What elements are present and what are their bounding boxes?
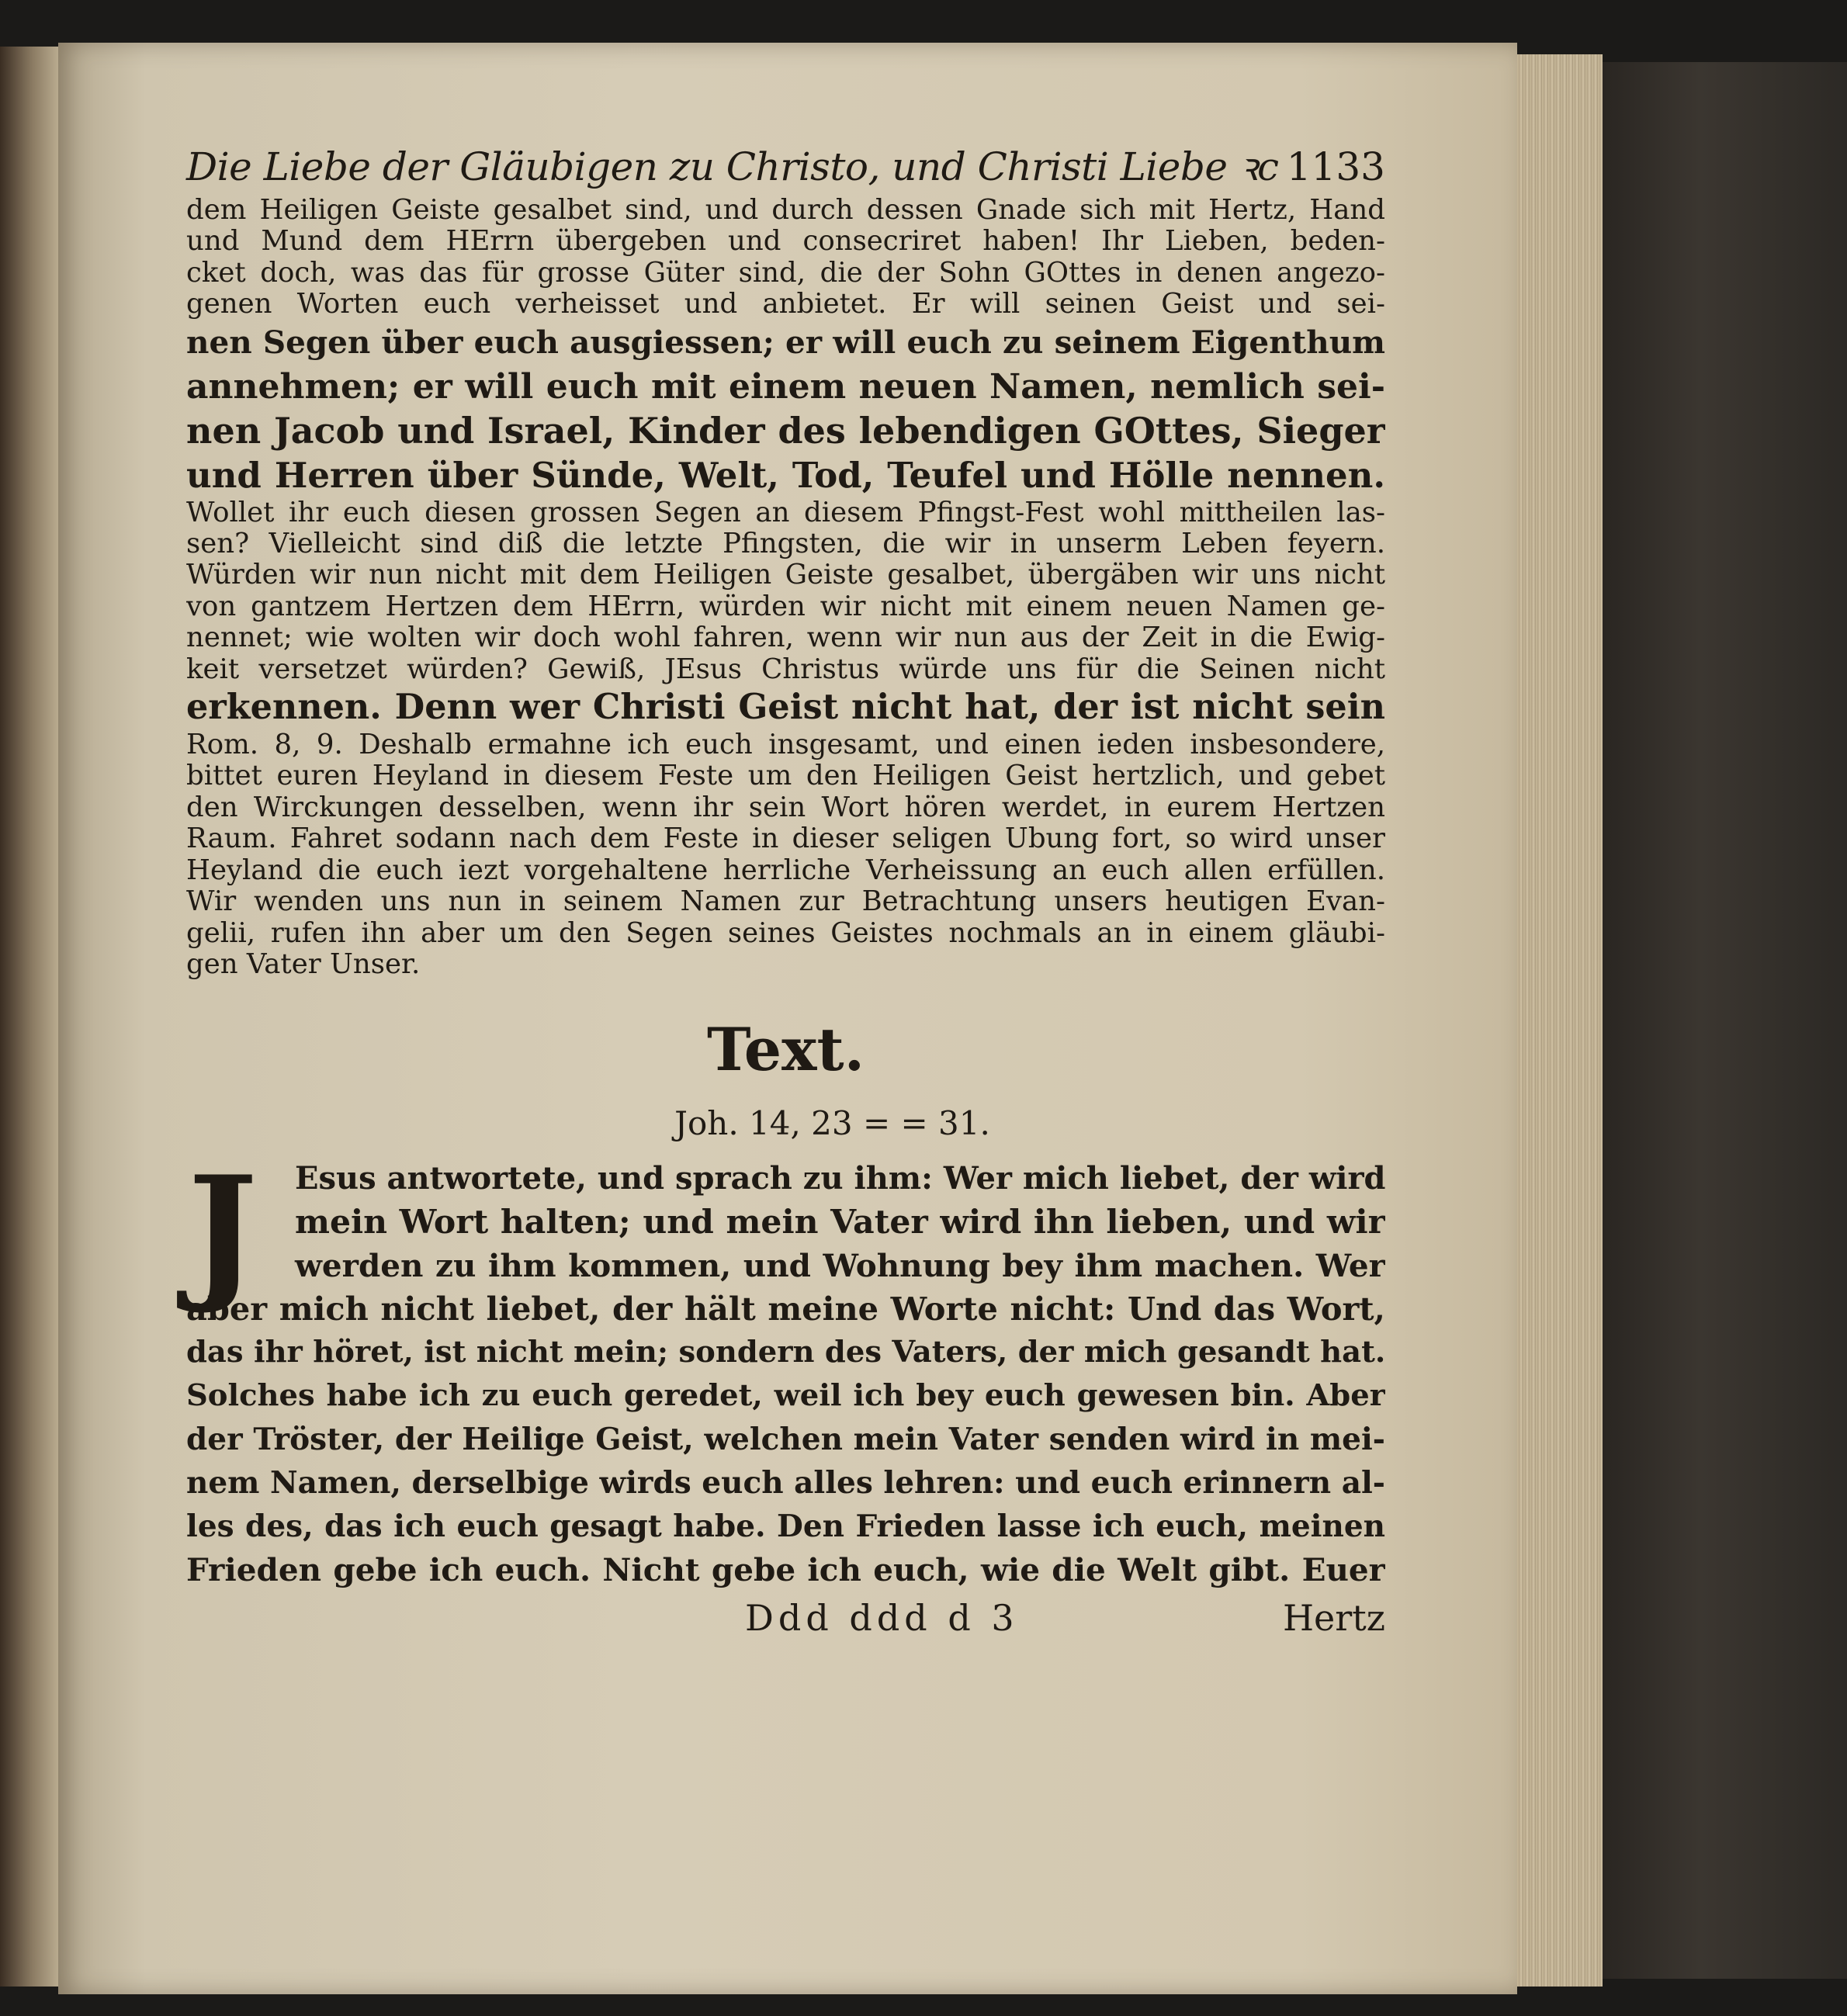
body-line: erkennen. Denn wer Christi Geist nicht hat, der ist nicht sein bbox=[186, 687, 1385, 728]
body-line: Wir wenden uns nun in seinem Namen zur Betrachtung unsers heutigen Evan- bbox=[186, 886, 1385, 918]
body-line: genen Worten euch verheisset und anbietet. Er will seinen Geist und sei- bbox=[186, 289, 1385, 320]
scripture-text bbox=[186, 1144, 1385, 1592]
page-edges bbox=[1517, 54, 1603, 1987]
body-line: Wollet ihr euch diesen grossen Segen an diesem Pfingst-Fest wohl mittheilen las- bbox=[186, 497, 1385, 528]
drop-cap: J bbox=[188, 1144, 258, 1318]
body-line: und Mund dem HErrn übergeben und consecriret haben! Ihr Lieben, beden- bbox=[186, 226, 1385, 258]
book-cover bbox=[1603, 62, 1847, 1979]
scripture-line: les des, das ich euch gesagt habe. Den Frieden lasse ich euch, meinen bbox=[186, 1509, 1385, 1545]
body-line: nen Jacob und Israel, Kinder des lebendigen GOttes, Sieger bbox=[186, 409, 1385, 452]
body-line: von gantzem Hertzen dem HErrn, würden wir nicht mit einem neuen Namen ge- bbox=[186, 591, 1385, 622]
page-footer bbox=[186, 1595, 1385, 1641]
scripture-line: das ihr höret, ist nicht mein; sondern des Vaters, der mich gesandt hat. bbox=[186, 1335, 1385, 1370]
catchword: Hertz bbox=[1282, 1597, 1385, 1640]
running-head bbox=[186, 144, 1385, 195]
body-line: Würden wir nun nicht mit dem Heiligen Geiste gesalbet, übergäben wir uns nicht bbox=[186, 559, 1385, 591]
page-text bbox=[186, 144, 1385, 1641]
scripture-reference: Joh. 14, 23 = = 31. bbox=[674, 1104, 990, 1143]
body-line: dem Heiligen Geiste gesalbet sind, und durch dessen Gnade sich mit Hertz, Hand bbox=[186, 195, 1385, 226]
scripture-line: werden zu ihm kommen, und Wohnung bey ihm machen. Wer bbox=[295, 1247, 1385, 1285]
body-line: keit versetzet würden? Gewiß, JEsus Christus würde uns für die Seinen nicht bbox=[186, 653, 1385, 685]
body-line: Raum. Fahret sodann nach dem Feste in dieser seligen Ubung fort, so wird unser bbox=[186, 823, 1385, 855]
facing-page-edge bbox=[0, 47, 58, 1987]
body-line: sen? Vielleicht sind diß die letzte Pfingsten, die wir in unserm Leben feyern. bbox=[186, 528, 1385, 560]
scripture-line: aber mich nicht liebet, der hält meine Worte nicht: Und das Wort, bbox=[186, 1290, 1385, 1328]
body-line: gen Vater Unser. bbox=[186, 948, 421, 980]
body-line: nennet; wie wolten wir doch wohl fahren, wenn wir nun aus der Zeit in die Ewig- bbox=[186, 622, 1385, 654]
scripture-line: Solches habe ich zu euch geredet, weil ich bey euch gewesen bin. Aber bbox=[186, 1378, 1385, 1414]
scripture-line: mein Wort halten; und mein Vater wird ihn lieben, und wir bbox=[295, 1203, 1385, 1242]
running-head-title: Die Liebe der Gläubigen zu Christo, und Christi Liebe ꝛc bbox=[186, 144, 1279, 189]
scripture-line: Esus antwortete, und sprach zu ihm: Wer mich liebet, der wird bbox=[295, 1160, 1385, 1197]
signature-mark: Ddd ddd d 3 bbox=[745, 1597, 1019, 1640]
body-line: den Wirckungen desselben, wenn ihr sein Wort hören werdet, in eurem Hertzen bbox=[186, 792, 1385, 823]
body-line: und Herren über Sünde, Welt, Tod, Teufel und Hölle nennen. bbox=[186, 454, 1385, 496]
body-line: gelii, rufen ihn aber um den Segen seines Geistes nochmals an in einem gläubi- bbox=[186, 917, 1385, 949]
sermon-body bbox=[186, 195, 1385, 980]
scripture-line: der Tröster, der Heilige Geist, welchen mein Vater senden wird in mei- bbox=[186, 1422, 1385, 1458]
scripture-line: Frieden gebe ich euch. Nicht gebe ich euch, wie die Welt gibt. Euer bbox=[186, 1551, 1385, 1589]
scripture-line: nem Namen, derselbige wirds euch alles lehren: und euch erinnern al- bbox=[186, 1465, 1385, 1502]
body-line: cket doch, was das für grosse Güter sind, die der Sohn GOttes in denen angezo- bbox=[186, 257, 1385, 289]
section-heading: Text. bbox=[706, 1015, 865, 1085]
body-line: annehmen; er will euch mit einem neuen Namen, nemlich sei- bbox=[186, 366, 1385, 407]
body-line: Rom. 8, 9. Deshalb ermahne ich euch insgesamt, und einen ieden insbesondere, bbox=[186, 729, 1385, 761]
body-line: nen Segen über euch ausgiessen; er will euch zu seinem Eigenthum bbox=[186, 323, 1385, 361]
page-number: 1133 bbox=[1286, 144, 1385, 189]
body-line: Heyland die euch iezt vorgehaltene herrliche Verheissung an euch allen erfüllen. bbox=[186, 854, 1385, 886]
body-line: bittet euren Heyland in diesem Feste um den Heiligen Geist hertzlich, und gebet bbox=[186, 760, 1385, 792]
